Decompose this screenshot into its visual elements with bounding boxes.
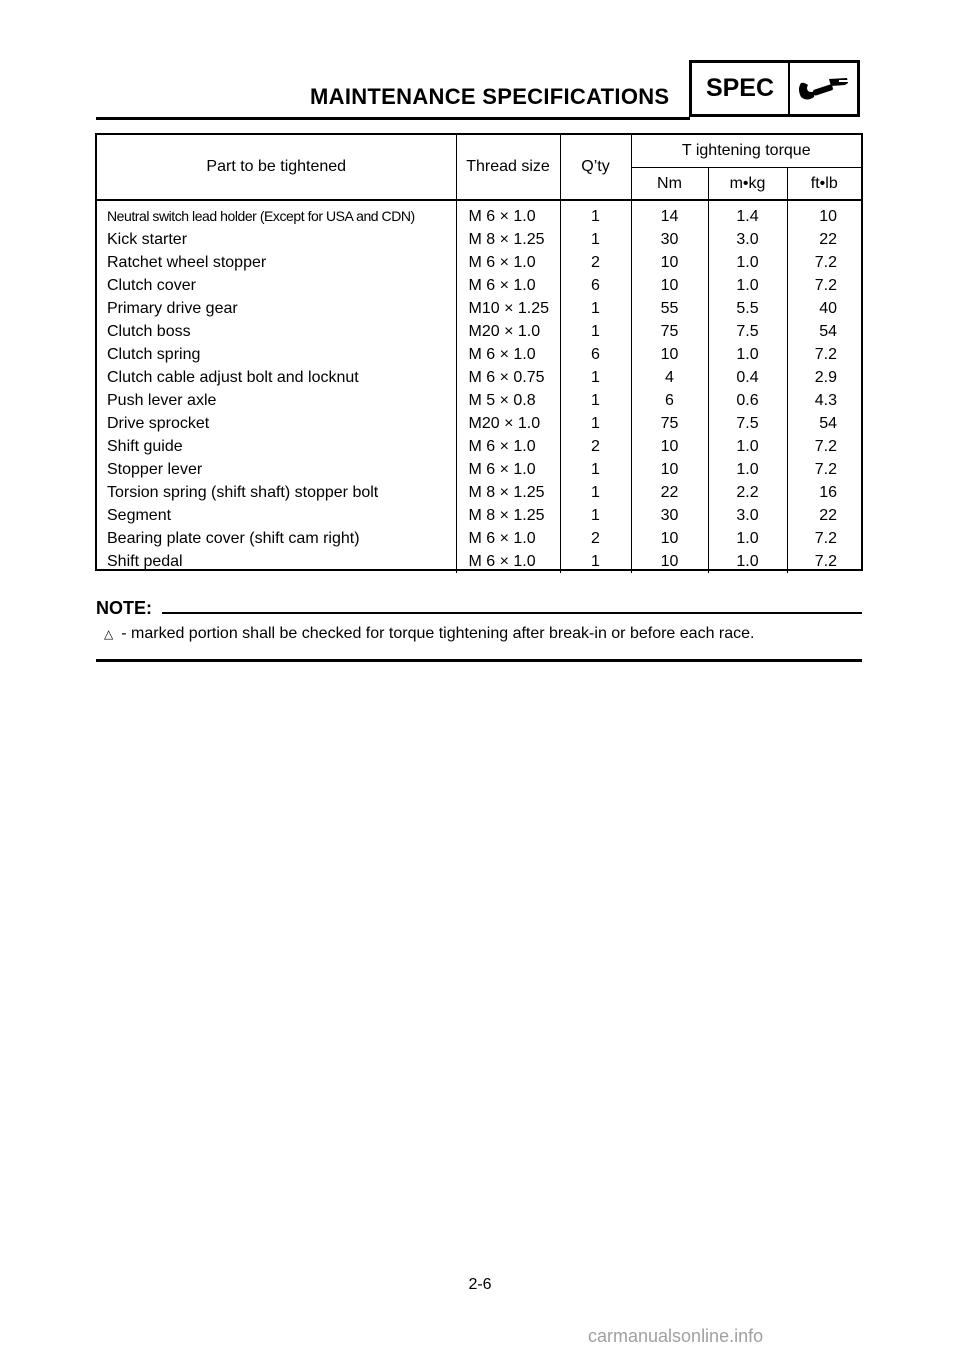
torque-ftlb-cell: 22	[819, 507, 837, 524]
table-row	[97, 481, 861, 504]
torque-nm-cell: 30	[631, 504, 708, 527]
header-tightening-torque: T ightening torque	[631, 135, 861, 168]
quantity-cell: 6	[560, 343, 631, 366]
torque-ftlb-cell: 7.2	[814, 553, 837, 570]
torque-mkg-cell: 7.5	[708, 320, 787, 343]
torque-mkg-cell: 2.2	[708, 481, 787, 504]
torque-mkg-cell: 0.6	[708, 389, 787, 412]
thread-size-cell: M 6 × 1.0	[456, 343, 560, 366]
table-row	[97, 435, 861, 458]
torque-ftlb-cell: 10	[819, 208, 837, 225]
torque-nm-cell: 75	[631, 320, 708, 343]
part-cell: Shift pedal	[97, 550, 456, 573]
torque-nm-cell: 55	[631, 297, 708, 320]
thread-size-cell: M 6 × 0.75	[456, 366, 560, 389]
quantity-cell: 1	[560, 481, 631, 504]
table-row	[97, 527, 861, 550]
header-part: Part to be tightened	[97, 135, 456, 200]
torque-ftlb-cell: 54	[819, 415, 837, 432]
part-cell: Kick starter	[97, 228, 456, 251]
quantity-cell: 1	[560, 412, 631, 435]
note-rule	[162, 612, 862, 614]
torque-ftlb-cell: 7.2	[814, 346, 837, 363]
torque-nm-cell: 4	[631, 366, 708, 389]
torque-nm-cell: 10	[631, 343, 708, 366]
torque-table	[95, 133, 863, 571]
torque-mkg-cell: 1.0	[708, 458, 787, 481]
table-row	[97, 412, 861, 435]
quantity-cell: 1	[560, 297, 631, 320]
torque-mkg-cell: 3.0	[708, 504, 787, 527]
thread-size-cell: M 8 × 1.25	[456, 504, 560, 527]
torque-nm-cell: 6	[631, 389, 708, 412]
torque-mkg-cell: 7.5	[708, 412, 787, 435]
torque-mkg-cell: 1.0	[708, 343, 787, 366]
note-text	[104, 625, 754, 643]
part-cell: Torsion spring (shift shaft) stopper bolt	[97, 481, 456, 504]
torque-ftlb-cell: 7.2	[814, 254, 837, 271]
torque-nm-cell: 10	[631, 274, 708, 297]
thread-size-cell: M 8 × 1.25	[456, 228, 560, 251]
part-cell: Push lever axle	[97, 389, 456, 412]
torque-ftlb-cell: 16	[819, 484, 837, 501]
thread-size-cell: M 8 × 1.25	[456, 481, 560, 504]
spec-badge	[689, 60, 860, 117]
part-cell: Clutch spring	[97, 343, 456, 366]
header-nm: Nm	[631, 168, 708, 201]
wrench-icon	[790, 63, 857, 114]
quantity-cell: 1	[560, 458, 631, 481]
header-ftlb: ft•lb	[787, 168, 861, 201]
torque-ftlb-cell: 40	[819, 300, 837, 317]
thread-size-cell: M 6 × 1.0	[456, 550, 560, 573]
part-cell: Segment	[97, 504, 456, 527]
watermark: carmanualsonline.info	[588, 1326, 764, 1346]
quantity-cell: 2	[560, 435, 631, 458]
quantity-cell: 2	[560, 251, 631, 274]
part-cell: Clutch cable adjust bolt and locknut	[97, 366, 456, 389]
torque-nm-cell: 10	[631, 435, 708, 458]
torque-ftlb-cell: 7.2	[814, 530, 837, 547]
part-cell: Shift guide	[97, 435, 456, 458]
part-cell: Primary drive gear	[97, 297, 456, 320]
torque-nm-cell: 14	[631, 200, 708, 228]
note-label: NOTE:	[96, 598, 152, 618]
table-row	[97, 343, 861, 366]
torque-ftlb-cell: 22	[819, 231, 837, 248]
header-mkg: m•kg	[708, 168, 787, 201]
table-row	[97, 504, 861, 527]
table-row	[97, 366, 861, 389]
torque-ftlb-cell: 7.2	[814, 277, 837, 294]
torque-nm-cell: 30	[631, 228, 708, 251]
part-cell: Neutral switch lead holder (Except for USA and CDN)	[97, 200, 456, 228]
thread-size-cell: M20 × 1.0	[456, 320, 560, 343]
torque-nm-cell: 10	[631, 550, 708, 573]
quantity-cell: 1	[560, 200, 631, 228]
title-rule	[96, 117, 690, 120]
thread-size-cell: M 6 × 1.0	[456, 527, 560, 550]
part-cell: Clutch cover	[97, 274, 456, 297]
table-row	[97, 200, 861, 228]
quantity-cell: 1	[560, 320, 631, 343]
torque-mkg-cell: 1.0	[708, 527, 787, 550]
torque-ftlb-cell: 7.2	[814, 438, 837, 455]
table-row	[97, 228, 861, 251]
note-body: - marked portion shall be checked for torque tightening after break-in or before each race.	[121, 625, 755, 642]
table-row	[97, 550, 861, 573]
torque-mkg-cell: 1.4	[708, 200, 787, 228]
part-cell: Stopper lever	[97, 458, 456, 481]
header-thread-size: Thread size	[456, 135, 560, 200]
torque-mkg-cell: 5.5	[708, 297, 787, 320]
note-bottom-rule	[96, 659, 862, 662]
thread-size-cell: M 5 × 0.8	[456, 389, 560, 412]
torque-table-body	[97, 200, 861, 573]
part-cell: Bearing plate cover (shift cam right)	[97, 527, 456, 550]
torque-nm-cell: 75	[631, 412, 708, 435]
thread-size-cell: M 6 × 1.0	[456, 435, 560, 458]
part-cell: Ratchet wheel stopper	[97, 251, 456, 274]
part-cell: Clutch boss	[97, 320, 456, 343]
spec-badge-label: SPEC	[692, 63, 790, 114]
quantity-cell: 2	[560, 527, 631, 550]
quantity-cell: 1	[560, 366, 631, 389]
torque-nm-cell: 10	[631, 527, 708, 550]
torque-mkg-cell: 1.0	[708, 274, 787, 297]
quantity-cell: 1	[560, 228, 631, 251]
thread-size-cell: M 6 × 1.0	[456, 458, 560, 481]
table-row	[97, 297, 861, 320]
torque-mkg-cell: 1.0	[708, 251, 787, 274]
table-row	[97, 320, 861, 343]
header-quantity: Q’ty	[560, 135, 631, 200]
thread-size-cell: M10 × 1.25	[456, 297, 560, 320]
table-row	[97, 251, 861, 274]
page-title: MAINTENANCE SPECIFICATIONS	[310, 84, 670, 109]
torque-mkg-cell: 3.0	[708, 228, 787, 251]
quantity-cell: 1	[560, 504, 631, 527]
torque-ftlb-cell: 54	[819, 323, 837, 340]
torque-nm-cell: 10	[631, 458, 708, 481]
page-number: 2-6	[468, 1276, 492, 1293]
quantity-cell: 1	[560, 550, 631, 573]
thread-size-cell: M 6 × 1.0	[456, 251, 560, 274]
torque-ftlb-cell: 4.3	[814, 392, 837, 409]
quantity-cell: 6	[560, 274, 631, 297]
table-row	[97, 389, 861, 412]
torque-mkg-cell: 1.0	[708, 435, 787, 458]
torque-mkg-cell: 0.4	[708, 366, 787, 389]
torque-mkg-cell: 1.0	[708, 550, 787, 573]
part-cell: Drive sprocket	[97, 412, 456, 435]
thread-size-cell: M 6 × 1.0	[456, 274, 560, 297]
table-row	[97, 274, 861, 297]
thread-size-cell: M 6 × 1.0	[456, 200, 560, 228]
thread-size-cell: M20 × 1.0	[456, 412, 560, 435]
torque-ftlb-cell: 2.9	[814, 369, 837, 386]
torque-nm-cell: 22	[631, 481, 708, 504]
quantity-cell: 1	[560, 389, 631, 412]
table-row	[97, 458, 861, 481]
torque-nm-cell: 10	[631, 251, 708, 274]
triangle-marker-icon: △	[104, 627, 114, 641]
torque-ftlb-cell: 7.2	[814, 461, 837, 478]
